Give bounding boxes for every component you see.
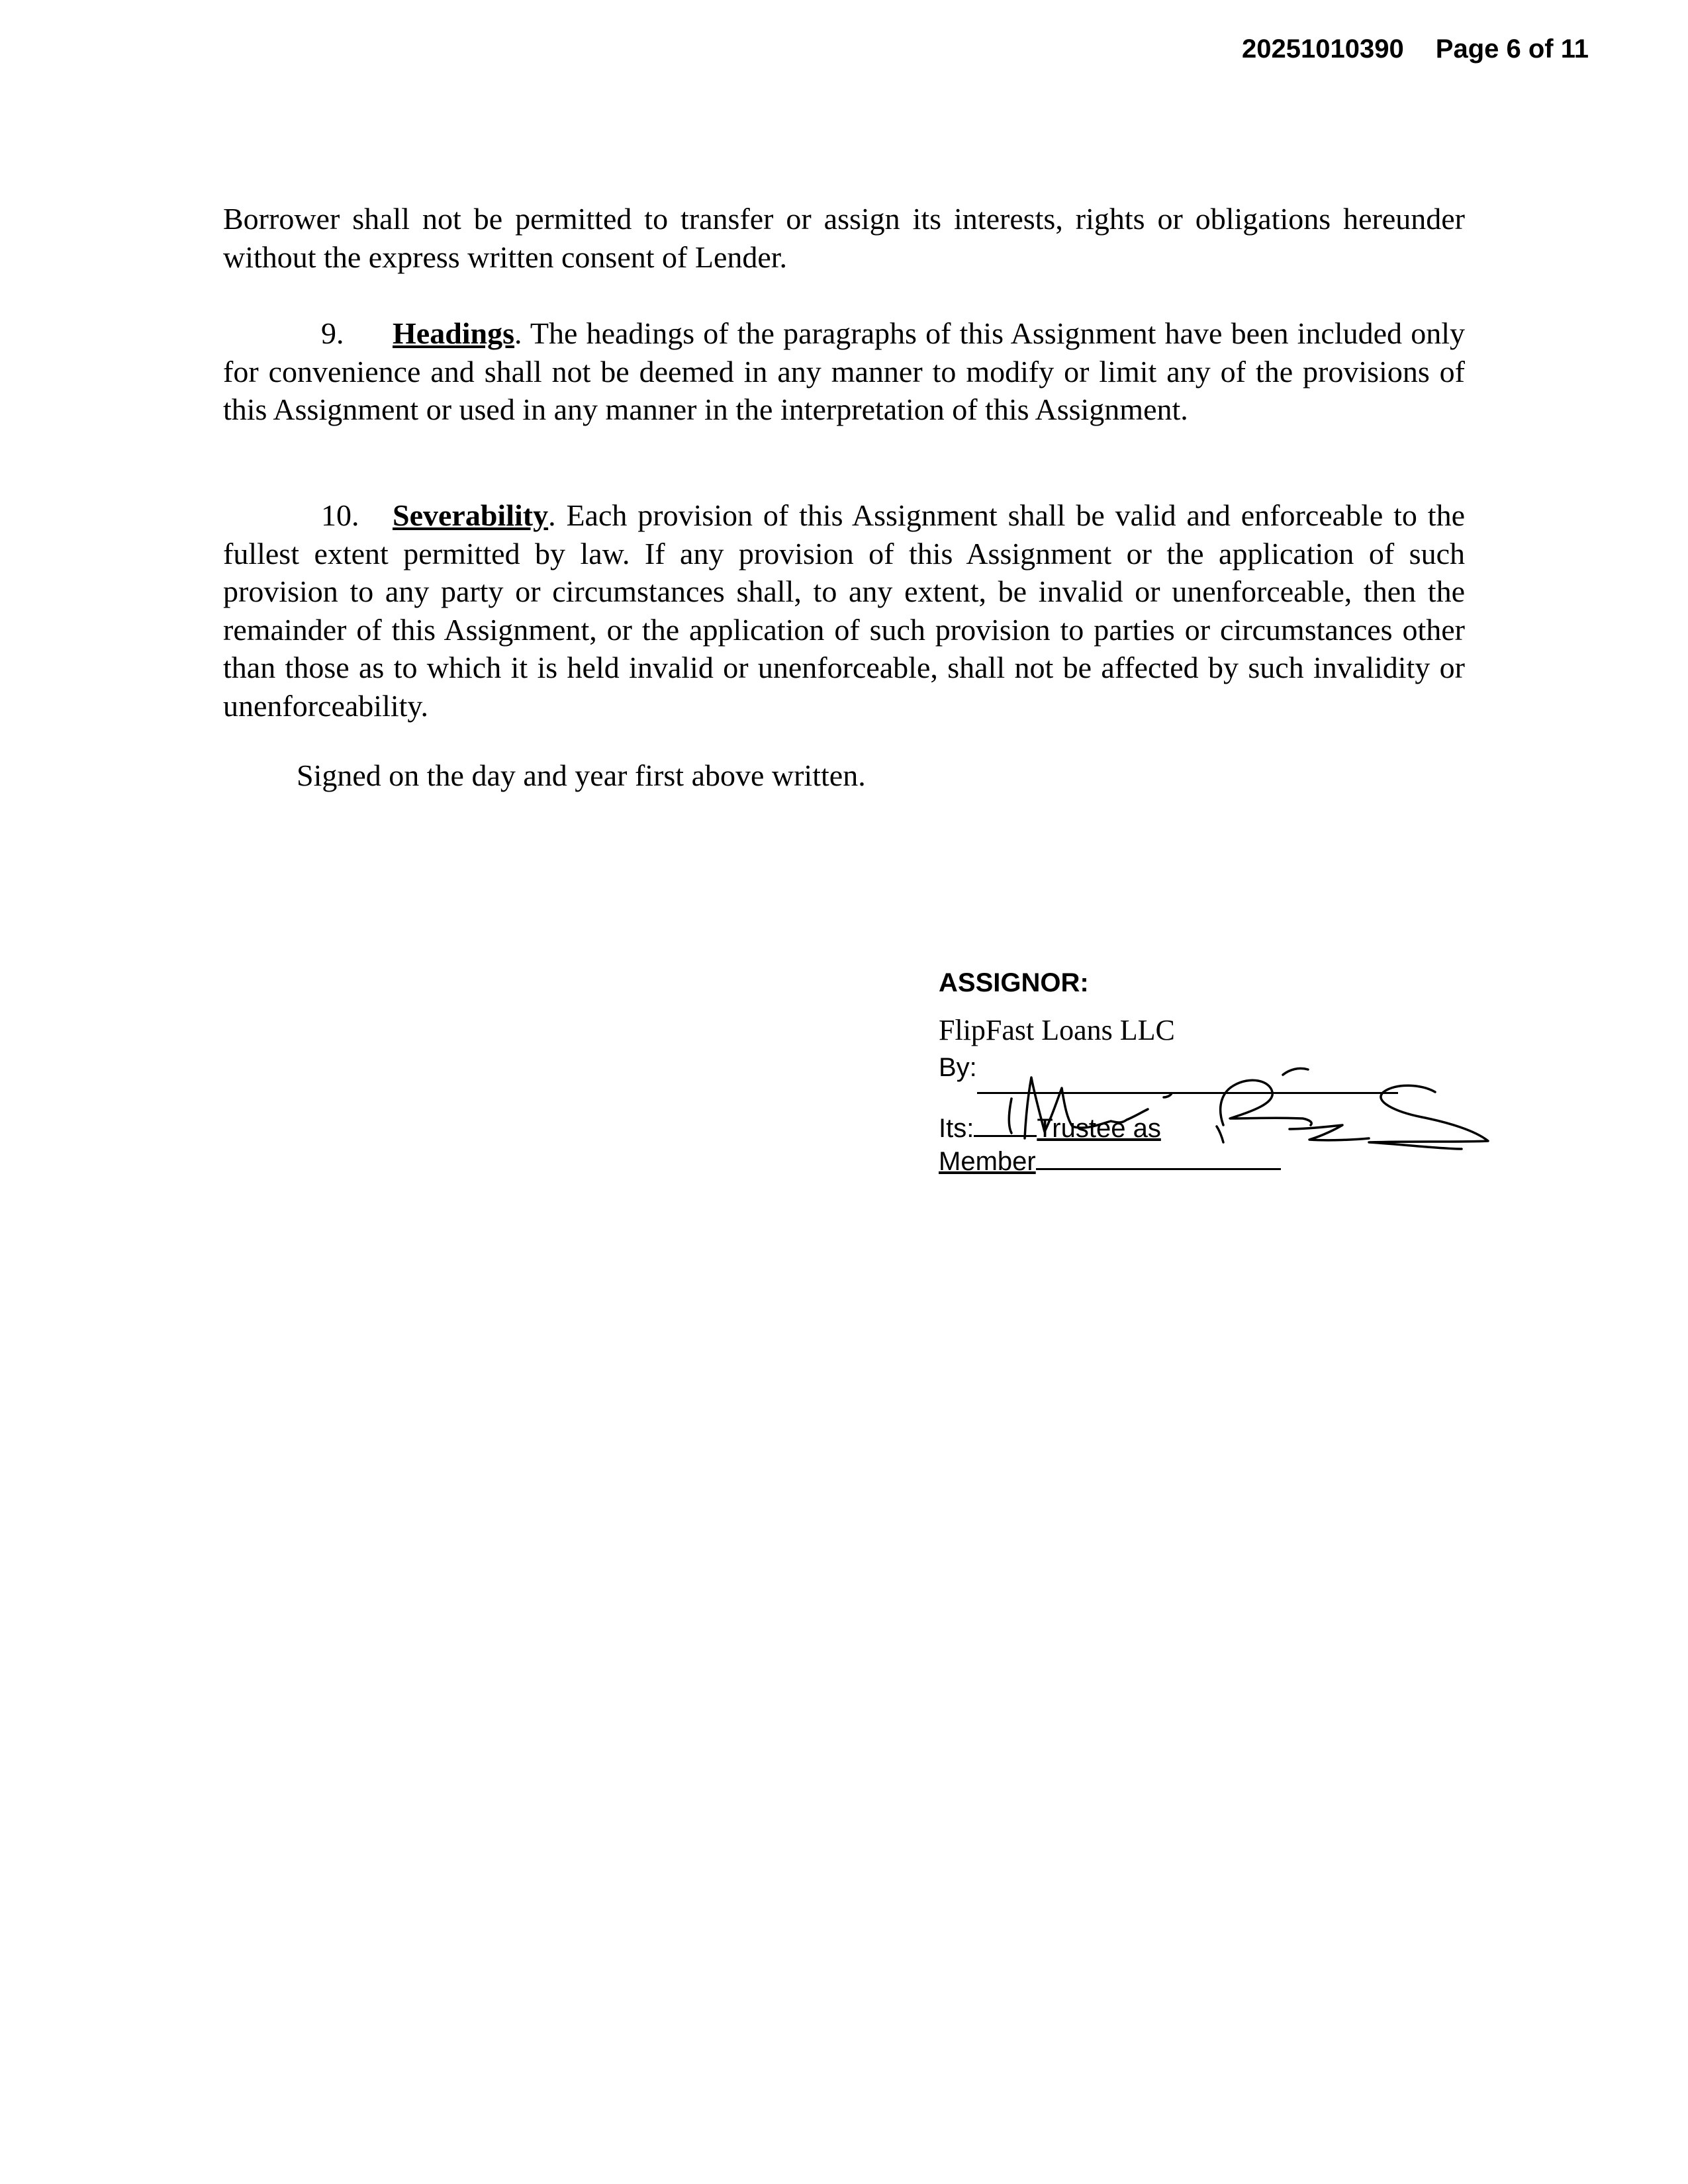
company-name: FlipFast Loans LLC xyxy=(939,1014,1175,1046)
its-value: Trustee as xyxy=(1037,1114,1161,1143)
by-label: By: xyxy=(939,1053,977,1082)
document-number: 20251010390 xyxy=(1242,34,1404,64)
page-number: Page 6 of 11 xyxy=(1435,34,1589,64)
signature-block xyxy=(939,953,1501,1205)
section-9-heading: Headings xyxy=(393,316,515,350)
section-10-number: 10. xyxy=(321,498,359,532)
section-10-severability xyxy=(223,496,1465,725)
section-9-text: . The headings of the paragraphs of this Assignment have been included only for convenience and shall not be deemed in any manner to modify or limit any of the provisions of this Assignment or used in any manner in the interpretation of this Assignment. xyxy=(223,316,1465,426)
page-header xyxy=(1242,29,1589,69)
intro-paragraph xyxy=(223,200,1465,276)
section-10-text: . Each provision of this Assignment shall be valid and enforceable to the fullest extent permitted by law. If any provision of this Assignment or the application of such provision to any party or circumstances shall, to any extent, be invalid or unenforceable, then the remainder of this Assignment, or the application of such provision to parties or circumstances other than those as to which it is held invalid or unenforceable, shall not be affected by such invalidity or unenforceability. xyxy=(223,498,1465,723)
section-9-number: 9. xyxy=(321,316,344,350)
handwritten-signature xyxy=(998,1019,1501,1152)
signed-statement-text: Signed on the day and year first above written. xyxy=(297,758,866,792)
signed-statement xyxy=(223,756,1465,795)
section-10-heading: Severability xyxy=(393,498,549,532)
its-label: Its: xyxy=(939,1114,974,1143)
member-value: Member xyxy=(939,1147,1036,1176)
section-9-headings xyxy=(223,314,1465,429)
intro-paragraph-text: Borrower shall not be permitted to transfer or assign its interests, rights or obligations hereunder without the express written consent of Lender. xyxy=(223,202,1465,274)
assignor-label: ASSIGNOR: xyxy=(939,968,1089,997)
